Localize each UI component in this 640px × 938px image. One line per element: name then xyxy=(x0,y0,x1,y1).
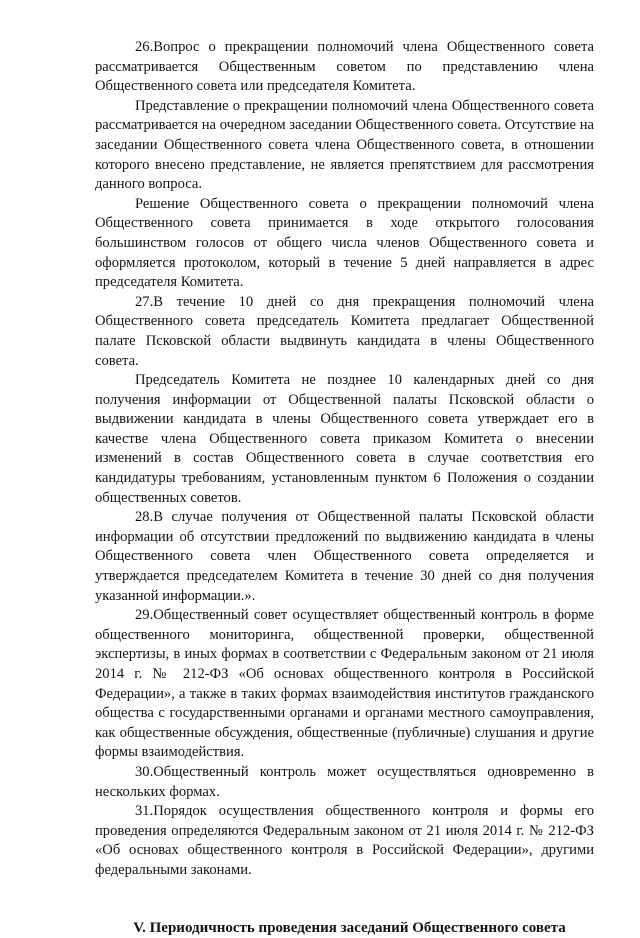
paragraph-26: 26.Вопрос о прекращении полномочий члена Общественного совета рассматривается Общественным советом по представлению члена Общественного совета или председателя Комитета. xyxy=(95,39,594,95)
paragraph-30: 30.Общественный контроль может осуществляться одновременно в нескольких формах. xyxy=(95,763,594,800)
section-heading: V. Периодичность проведения заседаний Общественного совета xyxy=(133,919,566,936)
paragraph-26-submission: Представление о прекращении полномочий члена Общественного совета рассматривается на очередном заседании Общественного совета. Отсутствие на заседании Общественного совета члена Общественного совета, в отношении которого внесено представление, не является препятствием для рассмотрения данного вопроса. xyxy=(95,97,594,193)
paragraph-31: 31.Порядок осуществления общественного контроля и формы его проведения определяются Федеральным законом от 21 июля 2014 г. № 212-ФЗ «Об основах общественного контроля в Российской Федерации», другими федеральными законами. xyxy=(95,803,594,878)
paragraph-27: 27.В течение 10 дней со дня прекращения полномочий члена Общественного совета председатель Комитета предлагает Общественной палате Псковской области выдвинуть кандидата в члены Общественного совета. xyxy=(95,293,594,369)
paragraph-26-decision: Решение Общественного совета о прекращении полномочий члена Общественного совета принимается в ходе открытого голосования большинством голосов от общего числа членов Общественного совета и оформляется протоколом, который в течение 5 дней направляется в адрес председателя Комитета. xyxy=(95,195,594,291)
paragraph-27-approval: Председатель Комитета не позднее 10 календарных дней со дня получения информации от Общественной палаты Псковской области о выдвижении кандидата в члены Общественного совета утверждает его в качестве члена Общественного совета приказом Комитета о внесении изменений в состав Общественного совета в случае соответствия его кандидатуры требованиям, установленным пунктом 6 Положения о создании общественных советов. xyxy=(95,372,594,506)
paragraph-29: 29.Общественный совет осуществляет общественный контроль в форме общественного мониторинга, общественной проверки, общественной экспертизы, в иных формах в соответствии с Федеральным законом от 21 июля 2014 г. № 212-ФЗ «Об основах общественного контроля в Российской Федерации», а также в таких формах взаимодействия институтов гражданского общества с государственными органами и органами местного самоуправления, как общественные обсуждения, общественные (публичные) слушания и другие формы взаимодействия. xyxy=(95,607,594,761)
paragraph-28: 28.В случае получения от Общественной палаты Псковской области информации об отсутствии предложений по выдвижению кандидата в члены Общественного совета член Общественного совета определяется и утверждается председателем Комитета в течение 30 дней со дня получения указанной информации.». xyxy=(95,509,594,604)
